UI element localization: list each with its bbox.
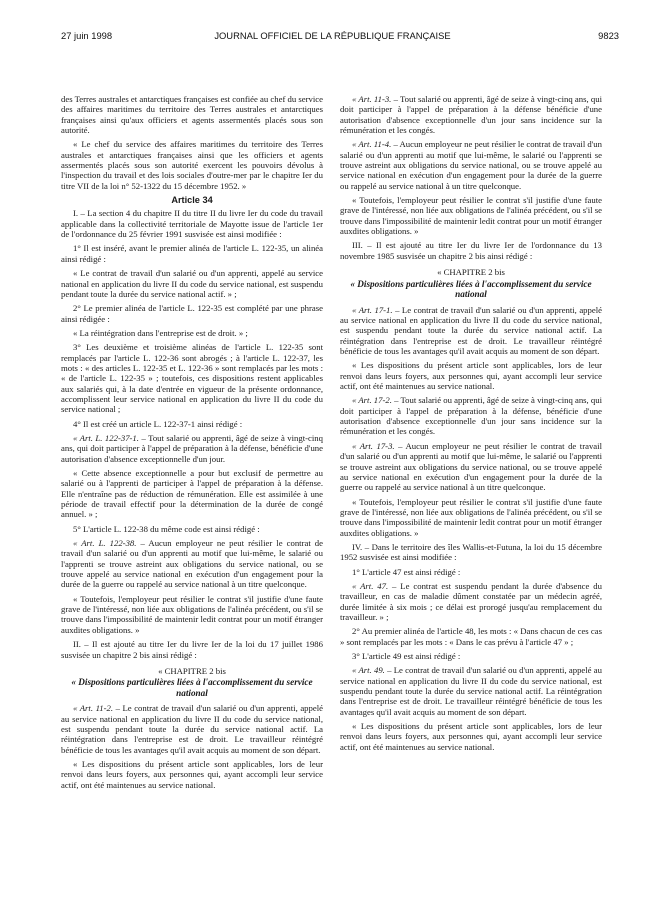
paragraph: 5° L'article L. 122-38 du même code est ainsi rédigé : xyxy=(73,523,260,534)
article-reference: « Art. L. 122-38. xyxy=(73,538,137,549)
paragraph: « Les dispositions du présent article sont applicables, lors de leur renvoi dans leurs foyers, aux personnes qui, ayant accompli leur service actif, ont été maintenues au service national. xyxy=(340,721,602,752)
paragraph: IV. – Dans le territoire des îles Wallis-et-Futuna, la loi du 15 décembre 1952 susvisée est ainsi modifiée : xyxy=(340,541,602,563)
paragraph-text: – Aucun employeur ne peut résilier le contrat de travail d'un salarié ou d'un apprenti au motif que lui-même, le salarié ou l'apprenti se trouve astreint aux obligations du service national, ou se trouve appelé au service national en exécution d'un engagement pour la durée de la guerre ou rappelé au service national à un titre quelconque. xyxy=(340,139,602,191)
paragraph-text: – Tout salarié ou apprenti, âgé de seize à vingt-cinq ans, qui doit participer à l'appel de préparation à la défense, bénéficie d'une autorisation d'absence exceptionnelle d'un jour sans incidence sur la rémunération et les congés. xyxy=(340,395,602,437)
paragraph-text: – Tout salarié ou apprenti, âgé de seize à vingt-cinq ans, qui doit participer à l'appel de préparation à la défense bénéficie d'une autorisation d'absence exceptionnelle d'un jour sans incidence sur la rémunération et les congés. xyxy=(340,94,602,136)
paragraph: 1° Il est inséré, avant le premier alinéa de l'article L. 122-35, un alinéa ainsi rédigé : xyxy=(61,243,323,264)
paragraph xyxy=(61,433,323,464)
article-reference: « Art. 17-1. xyxy=(352,304,393,315)
header-page-number: 9823 xyxy=(598,30,619,41)
paragraph: des Terres australes et antarctiques françaises est confiée au chef du service des affaires maritimes du territoire des Terres australes et antarctiques françaises ainsi qu'aux officiers et agents assermentés placés sous son autorité. xyxy=(61,94,323,136)
paragraph xyxy=(340,305,602,357)
paragraph: I. – La section 4 du chapitre II du titre II du livre Ier du code du travail applicable dans la collectivité territoriale de Mayotte issue de l'article 1er de l'ordonnance du 25 février 1991 susvisée est ainsi modifiée : xyxy=(61,208,323,240)
paragraph-text: – Aucun employeur ne peut résilier le contrat de travail d'un salarié ou d'un apprenti au motif que lui-même, le salarié ou l'apprenti se trouve astreint aux obligations du service national, ou se trouve appelé au service national en exécution d'un engagement pour la durée de la guerre ou rappelé au service national à un titre quelconque. xyxy=(340,440,602,493)
chapter-heading: « CHAPITRE 2 bis xyxy=(158,665,226,676)
paragraph: « La réintégration dans l'entreprise est de droit. » ; xyxy=(73,327,248,338)
paragraph: 1° L'article 47 est ainsi rédigé : xyxy=(352,566,461,577)
paragraph: II. – Il est ajouté au titre Ier du livre Ier de la loi du 17 juillet 1986 susvisée un chapitre 2 bis ainsi rédigé : xyxy=(61,639,323,660)
paragraph xyxy=(61,703,323,755)
article-reference: « Art. 11-3. xyxy=(352,94,392,104)
paragraph-text: – Tout salarié ou apprenti, âgé de seize à vingt-cinq ans, qui doit participer à l'appel de préparation à la défense, bénéficie d'une autorisation d'absence exceptionnelle d'un jour. xyxy=(61,432,323,464)
paragraph xyxy=(340,665,602,717)
paragraph-text: – Le contrat de travail d'un salarié ou d'un apprenti, appelé au service national en application du livre II du code du service national, est suspendu pendant toute la durée du service national actif. La réintégration dans l'entreprise est de droit. Le travailleur réintégré bénéficie de tous les avantages qu'il avait acquis au moment de son départ. xyxy=(340,665,602,717)
paragraph-text: – Le contrat est suspendu pendant la durée d'absence du travailleur, en cas de maladie dûment constatée par un médecin agréé, durée limitée à six mois ; ce délai est prorogé jusqu'au remplacement du travailleur. » ; xyxy=(340,580,602,622)
article-reference: « Art. 11-4. xyxy=(352,139,392,150)
article-reference: « Art. 17-3. xyxy=(352,440,395,451)
paragraph: 3° L'article 49 est ainsi rédigé : xyxy=(352,651,461,661)
paragraph xyxy=(61,538,323,590)
article-reference: « Art. L. 122-37-1. xyxy=(73,432,139,443)
article-reference: « Art. 49. xyxy=(352,665,385,676)
paragraph xyxy=(340,441,602,493)
paragraph-text: – Aucun employeur ne peut résilier le contrat de travail d'un salarié ou d'un apprenti au motif que lui-même, le salarié ou l'apprenti se trouve astreint aux obligations du service national, ou se trouve appelé au service national en exécution d'un engagement pour la durée de la guerre ou rappelé au service national à un titre quelconque. xyxy=(61,538,324,590)
paragraph: « Le chef du service des affaires maritimes du territoire des Terres australes et antarctiques françaises ainsi que les officiers et agents assermentés placés sous son autorité exercent les pouvoirs dévolus à l'inspection du travail et des lois sociales d'outre-mer par le chapitre Ier du titre VII de la loi n° 52-1322 du 15 décembre 1952. » xyxy=(61,139,323,191)
paragraph: « Toutefois, l'employeur peut résilier le contrat s'il justifie d'une faute grave de l'intéressé, non liée aux obligations de l'alinéa précédent, ou s'il se trouve dans l'impossibilité de maintenir ledit contrat pour un motif étranger auxdites obligations. » xyxy=(340,496,602,538)
article-reference: « Art. 11-2. xyxy=(73,703,114,714)
paragraph-text: – Le contrat de travail d'un salarié ou d'un apprenti, appelé au service national en application du livre II du code du service national, est suspendu pendant toute la durée du service national actif. La réintégration dans l'entreprise est de droit. Le travailleur réintégré bénéficie de tous les avantages qu'il avait acquis au moment de son départ. xyxy=(61,703,323,755)
paragraph: « Les dispositions du présent article sont applicables, lors de leur renvoi dans leurs foyers, aux personnes qui, ayant accompli leur service actif, ont été maintenues au service national. xyxy=(340,360,602,392)
paragraph xyxy=(340,139,602,191)
paragraph: « Toutefois, l'employeur peut résilier le contrat s'il justifie d'une faute grave de l'intéressé, non liée aux obligations de l'alinéa précédent, ou s'il se trouve dans l'impossibilité de maintenir ledit contrat pour un motif étranger auxdites obligations. » xyxy=(61,593,323,635)
chapter-heading: « CHAPITRE 2 bis xyxy=(437,267,505,278)
header-journal-title: JOURNAL OFFICIEL DE LA RÉPUBLIQUE FRANÇAISE xyxy=(214,30,451,41)
article-reference: « Art. 17-2. xyxy=(352,395,392,406)
paragraph-text: – Le contrat de travail d'un salarié ou d'un apprenti, appelé au service national en application du livre II du code du service national, est suspendu pendant toute la durée du service national actif. La réintégration dans l'entreprise est de droit. Le travailleur réintégré bénéficie de tous les avantages qu'il avait acquis au moment de son départ. xyxy=(340,304,603,357)
paragraph: « Le contrat de travail d'un salarié ou d'un apprenti, appelé au service national en application du livre II du code du service national, est suspendu pendant toute la durée du service national actif. » ; xyxy=(61,268,323,299)
header-date: 27 juin 1998 xyxy=(61,30,113,41)
chapter-title: « Dispositions particulières liées à l'accomplissement du service national xyxy=(71,677,313,698)
paragraph: 4° Il est créé un article L. 122-37-1 ainsi rédigé : xyxy=(73,418,243,429)
paragraph xyxy=(340,395,602,436)
chapter-title: « Dispositions particulières liées à l'accomplissement du service national xyxy=(350,278,592,300)
paragraph xyxy=(340,581,602,622)
paragraph: « Les dispositions du présent article sont applicables, lors de leur renvoi dans leurs foyers, aux personnes qui, ayant accompli leur service actif, ont été maintenues au service national. xyxy=(61,759,323,790)
left-column xyxy=(61,94,323,794)
paragraph: III. – Il est ajouté au titre Ier du livre Ier de l'ordonnance du 13 novembre 1985 susvisée un chapitre 2 bis ainsi rédigé : xyxy=(340,240,602,261)
paragraph: « Cette absence exceptionnelle a pour but exclusif de permettre au salarié ou à l'apprenti de participer à l'appel de préparation à la défense. Elle n'entraîne pas de réduction de rémunération. Elle est assimilée à une période de travail effectif pour la détermination de la durée de congé annuel. » ; xyxy=(61,468,323,520)
paragraph: 2° Le premier alinéa de l'article L. 122-35 est complété par une phrase ainsi rédigée : xyxy=(61,303,323,324)
article-heading: Article 34 xyxy=(171,195,213,206)
paragraph xyxy=(340,94,602,135)
paragraph: 3° Les deuxième et troisième alinéas de l'article L. 122-35 sont remplacés par l'article L. 122-36 sont abrogés ; à l'article L. 122-37, les mots : « des articles L. 122-35 et L. 122-36 » sont remplacés par les mots : « de l'article L. 122-35 » ; toutefois, ces dispositions restent applicables aux salariés qui, à la date d'entrée en vigueur de la présente ordonnance, accomplissent leur service national en application du livre II du code du service national ; xyxy=(61,342,323,415)
paragraph: « Toutefois, l'employeur peut résilier le contrat s'il justifie d'une faute grave de l'intéressé, non liée aux obligations de l'alinéa précédent, ou s'il se trouve dans l'impossibilité de maintenir ledit contrat pour un motif étranger auxdites obligations. » xyxy=(340,195,602,237)
article-reference: « Art. 47. xyxy=(352,580,389,591)
right-column xyxy=(340,94,602,756)
paragraph: 2° Au premier alinéa de l'article 48, les mots : « Dans chacun de ces cas » sont remplacés par les mots : « Dans le cas prévu à l'article 47 » ; xyxy=(340,626,602,647)
